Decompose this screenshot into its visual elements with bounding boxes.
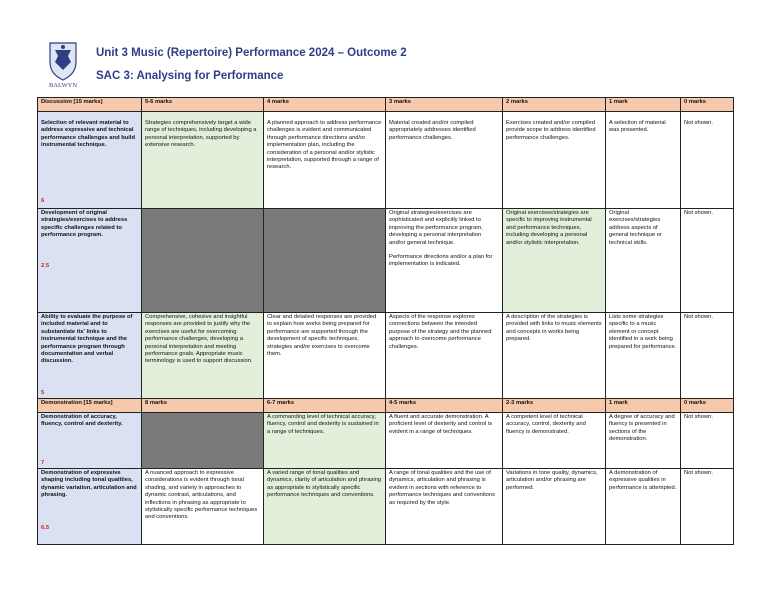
demonstration-header-row	[38, 399, 734, 413]
rubric-row	[38, 413, 734, 469]
descriptor-cell: Original strategies/exercises are sophisticated and explicitly linked to improving the performance program, developing a personal interpretation and/or general technique. Performance directions and/or a plan for implementation is indicated.	[386, 209, 503, 313]
descriptor-cell: A commanding level of technical accuracy, fluency, control and dexterity is sustained in a range of techniques.	[264, 413, 386, 469]
demonstration-section-label: Demonstration [15 marks]	[38, 399, 142, 413]
svg-text:BALWYN: BALWYN	[48, 82, 78, 88]
level-label: 0 marks	[681, 399, 734, 413]
page-title: Unit 3 Music (Repertoire) Performance 2024 – Outcome 2	[96, 47, 407, 59]
criterion-text: Demonstration of accuracy, fluency, control and dexterity.	[41, 414, 123, 428]
descriptor-cell: A nuanced approach to expressive considerations is evident through tonal shading, and variety in approaches to dynamic contrast, articulations, and inflections in phrasing as appropriate to stylistically specific performance techniques and conventions.	[142, 469, 264, 545]
discussion-header-row	[38, 98, 734, 112]
level-label: 1 mark	[606, 399, 681, 413]
discussion-section-label: Discussion [15 marks]	[38, 98, 142, 112]
rubric-row	[38, 469, 734, 545]
criterion-text: Ability to evaluate the purpose of included material and to substantiate its' links to instrumental technique and the performance program through documentation and verbal discussion.	[41, 314, 133, 365]
criterion-cell	[38, 313, 142, 399]
descriptor-cell: A range of tonal qualities and the use of dynamics, articulation and phrasing is evident in sections with reference to performance techniques and conventions as required by the style.	[386, 469, 503, 545]
descriptor-cell: Original exercises/strategies address aspects of general technique or technical skills.	[606, 209, 681, 313]
descriptor-cell: Not shown.	[681, 112, 734, 209]
descriptor-cell: Exercises created and/or compiled provide scope to address identified performance challenges.	[503, 112, 606, 209]
descriptor-cell: Comprehensive, cohesive and insightful responses are provided to justify why the exercises are useful for overcoming performance challenges, developing a personal interpretation and meeting performance goals. Appropriate music terminology is used to support discussion.	[142, 313, 264, 399]
page-subtitle: SAC 3: Analysing for Performance	[96, 70, 284, 82]
descriptor-cell: A fluent and accurate demonstration. A proficient level of dexterity and control is evident in a range of techniques.	[386, 413, 503, 469]
criterion-cell	[38, 112, 142, 209]
descriptor-cell: A varied range of tonal qualities and dynamics, clarity of articulation and phrasing as appropriate to stylistically specific performance techniques and conventions.	[264, 469, 386, 545]
level-label: 6-7 marks	[264, 399, 386, 413]
criterion-weight: 6.5	[41, 525, 50, 531]
school-crest-logo	[40, 40, 86, 88]
blank-cell	[142, 413, 264, 469]
descriptor-cell: Not shown.	[681, 209, 734, 313]
level-label: 2 marks	[503, 98, 606, 112]
descriptor-cell: Variations in tone quality, dynamics, articulation and/or phrasing are performed.	[503, 469, 606, 545]
blank-cell	[142, 209, 264, 313]
criterion-text: Selection of relevant material to address expressive and technical performance challenges and build instrumental technique.	[41, 120, 136, 149]
rubric-row	[38, 209, 734, 313]
descriptor-cell: Lists some strategies specific to a music element or concept identified in a work being prepared for performance.	[606, 313, 681, 399]
criterion-weight: 6	[41, 197, 45, 204]
descriptor-cell: A demonstration of expressive qualities in performance is attempted.	[606, 469, 681, 545]
descriptor-cell: A degree of accuracy and fluency is presented in sections of the demonstration.	[606, 413, 681, 469]
level-label: 4-5 marks	[386, 399, 503, 413]
level-label: 5-6 marks	[142, 98, 264, 112]
descriptor-cell: Strategies comprehensively target a wide range of techniques, including developing a personal interpretation, supported by extensive research.	[142, 112, 264, 209]
criterion-text: Demonstration of expressive shaping including tonal qualities, dynamic variation, articulation and phrasing.	[41, 470, 137, 499]
descriptor-cell: A description of the strategies is provided with links to music elements and concepts in works being prepared.	[503, 313, 606, 399]
criterion-cell	[38, 209, 142, 313]
criterion-cell	[38, 469, 142, 545]
blank-cell	[264, 209, 386, 313]
level-label: 1 mark	[606, 98, 681, 112]
descriptor-cell: A selection of material was presented.	[606, 112, 681, 209]
criterion-text: Development of original strategies/exercises to address specific challenges related to performance program.	[41, 210, 128, 239]
descriptor-cell: Clear and detailed responses are provided to explain how works being prepared for performance are supported through the development of specific techniques, strategies and/or exercises to overcome them.	[264, 313, 386, 399]
descriptor-cell: Not shown.	[681, 313, 734, 399]
level-label: 2-3 marks	[503, 399, 606, 413]
descriptor-cell: Not shown.	[681, 413, 734, 469]
rubric-row	[38, 112, 734, 209]
descriptor-cell: Not shown.	[681, 469, 734, 545]
descriptor-cell: Original exercises/strategies are specific to improving instrumental and performance techniques, including developing a personal and/or stylistic interpretation.	[503, 209, 606, 313]
descriptor-cell: Material created and/or compiled appropriately addresses identified performance challenges.	[386, 112, 503, 209]
assessment-rubric-table	[37, 97, 734, 545]
level-label: 8 marks	[142, 399, 264, 413]
descriptor-cell: A competent level of technical accuracy, control, dexterity and fluency is demonstrated.	[503, 413, 606, 469]
level-label: 4 marks	[264, 98, 386, 112]
rubric-row	[38, 313, 734, 399]
criterion-weight: 7	[41, 459, 45, 466]
level-label: 0 marks	[681, 98, 734, 112]
descriptor-cell: Aspects of the response explores connections between the intended purpose of the strategy and the planned approach to overcome performance challenges.	[386, 313, 503, 399]
criterion-weight: 2.5	[41, 263, 50, 269]
level-label: 3 marks	[386, 98, 503, 112]
descriptor-cell: A planned approach to address performance challenges is evident and communicated through performance directions and/or implementation plan, including the consideration of a personal and/or stylistic interpretation, supported through a range of research.	[264, 112, 386, 209]
criterion-cell	[38, 413, 142, 469]
criterion-weight: 5	[41, 389, 45, 396]
